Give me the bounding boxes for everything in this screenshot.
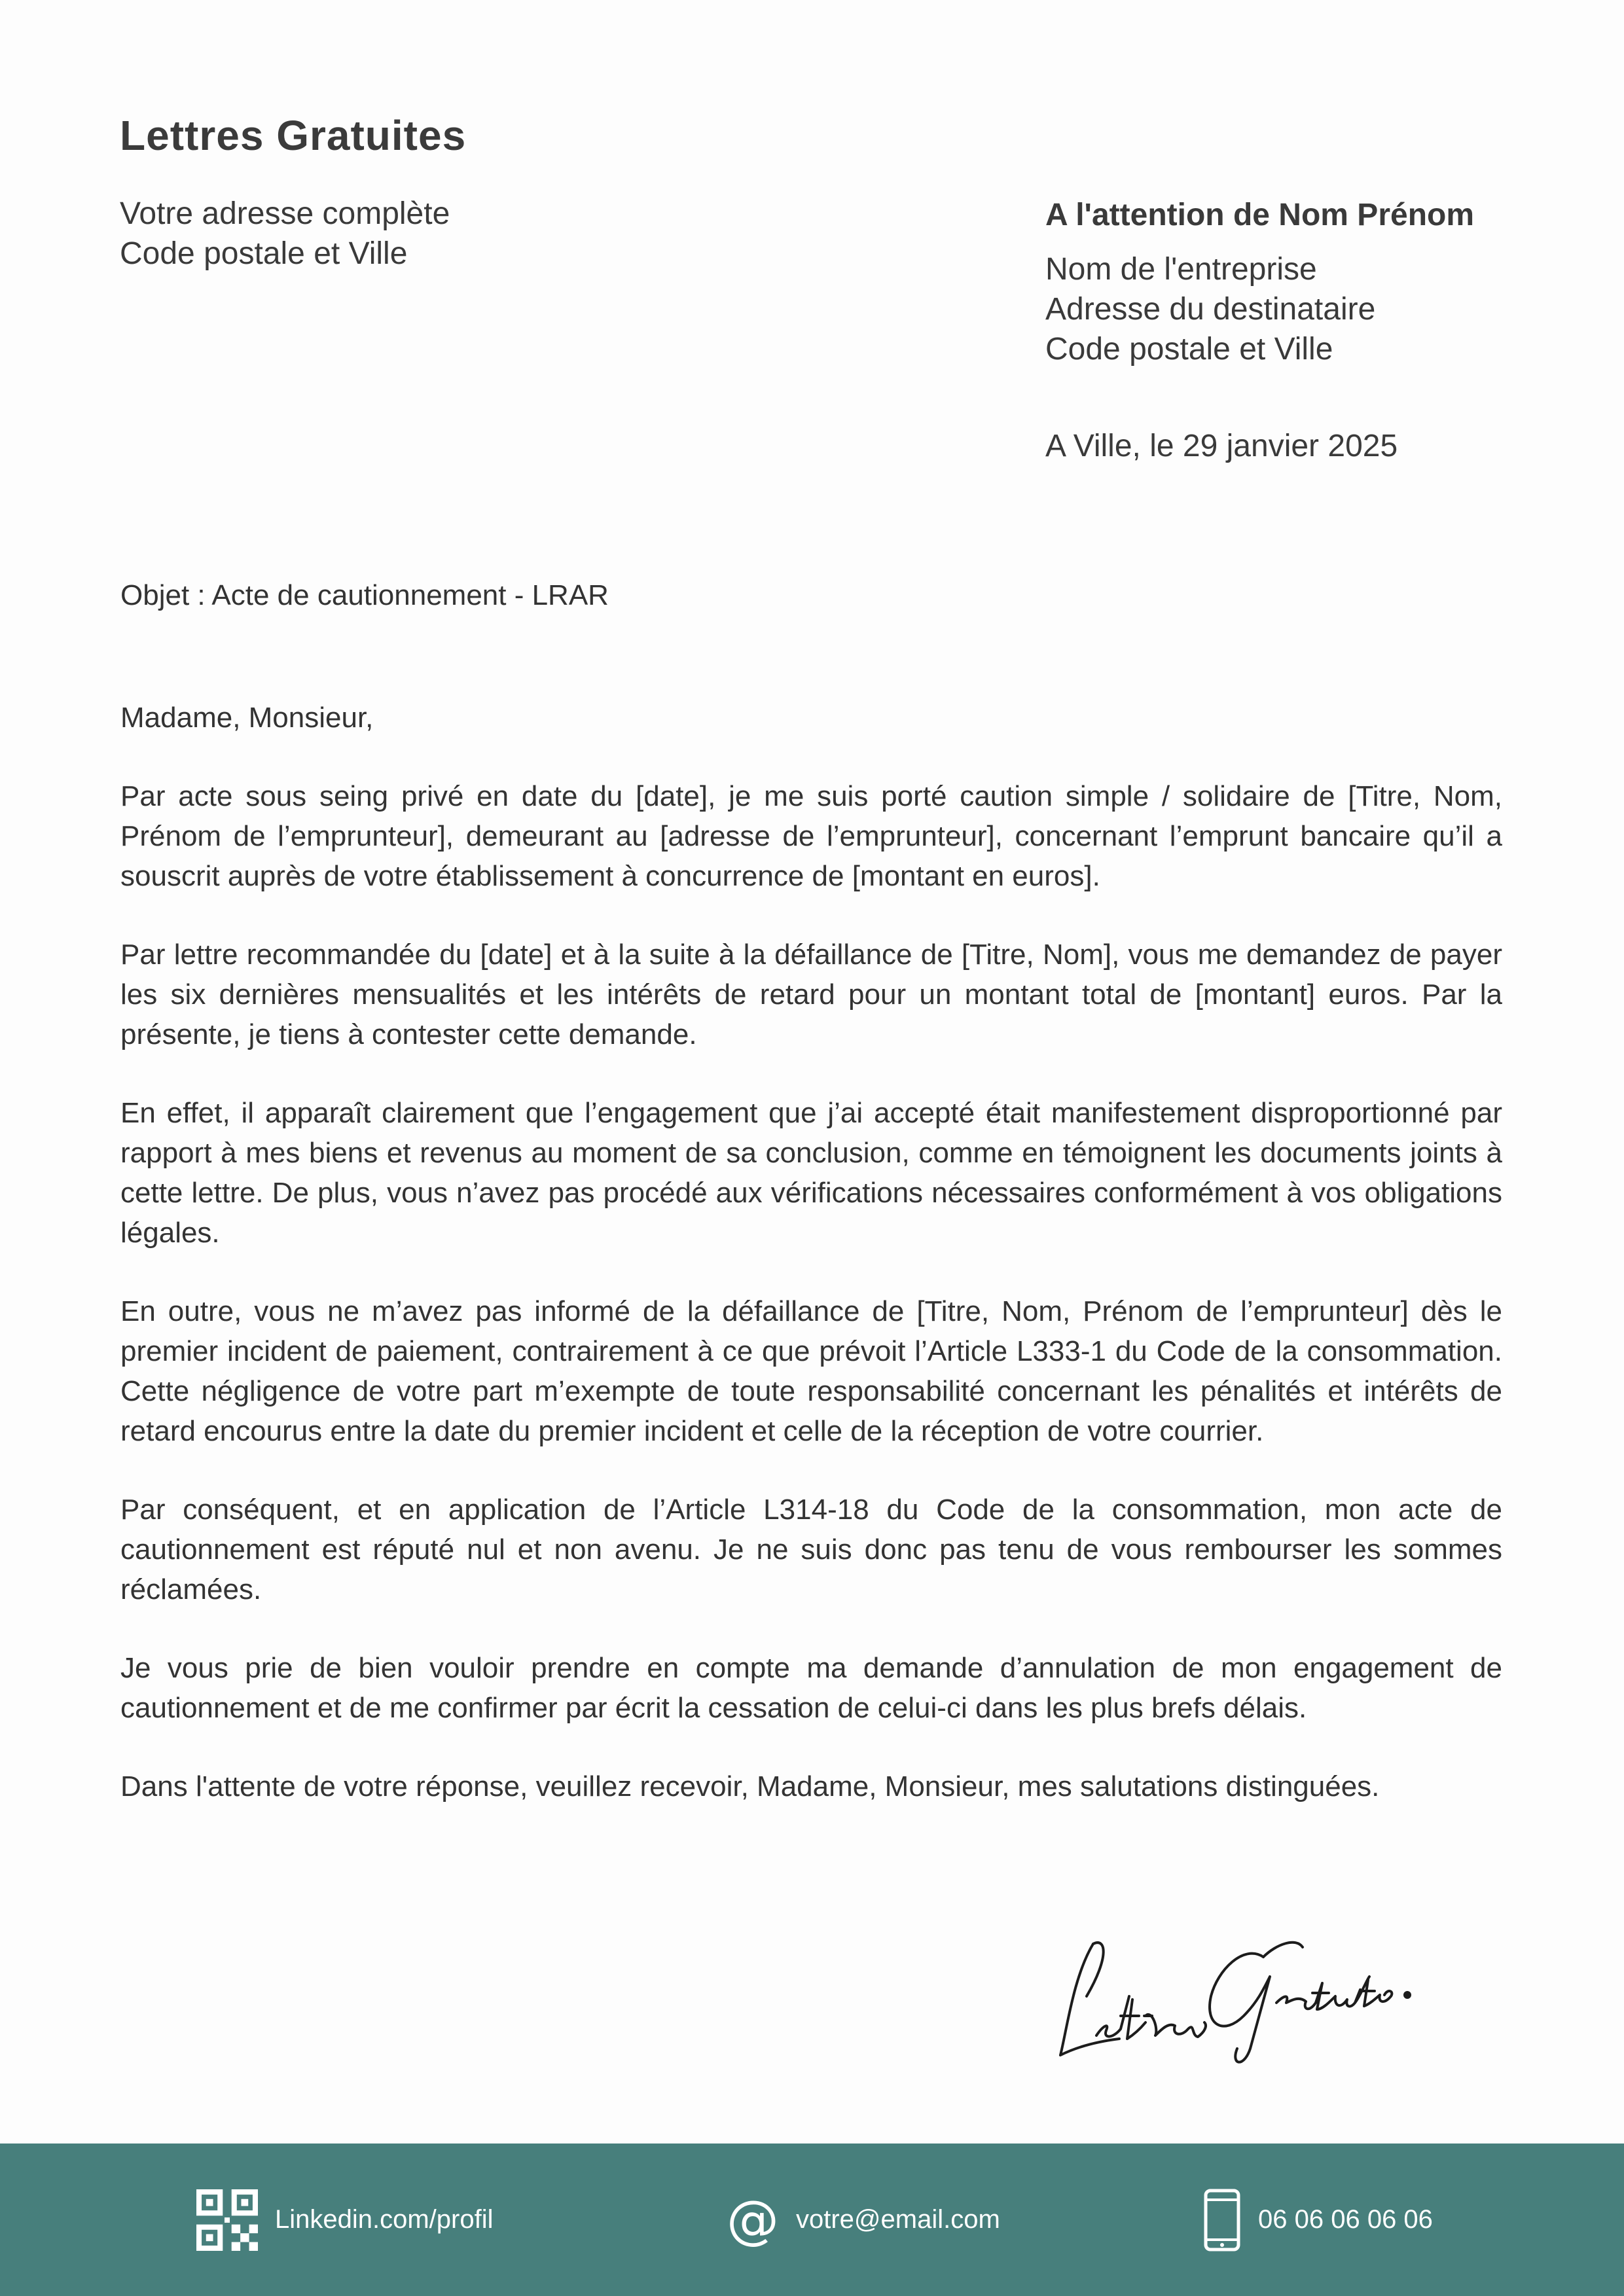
paragraph: En effet, il apparaît clairement que l’engagement que j’ai accepté était manifestement disproportionné par rapport à mes biens et revenus au moment de sa conclusion, comme en témoignent les documents joints à cette lettre. De plus, vous n’avez pas procédé aux vérifications nécessaires conformément à vos obligations légales.: [120, 1097, 1502, 1249]
sender-address: [120, 194, 450, 274]
at-icon: @: [727, 2189, 779, 2250]
signature-icon: [1047, 1918, 1440, 2075]
recipient-city: Code postale et Ville: [1045, 332, 1333, 367]
sender-address-line2: Code postale et Ville: [120, 236, 408, 271]
recipient-address: Adresse du destinataire: [1045, 292, 1376, 327]
handwritten-signature: [1047, 1918, 1440, 2075]
letter-body: [120, 698, 1502, 1845]
phone-number[interactable]: 06 06 06 06 06: [1258, 2205, 1433, 2234]
subject-line: Objet : Acte de cautionnement - LRAR: [120, 579, 609, 611]
qr-code-icon: [196, 2189, 258, 2251]
paragraph: Par conséquent, et en application de l’Article L314-18 du Code de la consommation, mon acte de cautionnement est réputé nul et non avenu. Je ne suis donc pas tenu de vous rembourser les sommes réclamées.: [120, 1494, 1502, 1605]
paragraph: En outre, vous ne m’avez pas informé de la défaillance de [Titre, Nom, Prénom de l’emprunteur] dès le premier incident de paiement, contrairement à ce que prévoit l’Article L333-1 du Code de la consommation. Cette négligence de votre part m’exempte de toute responsabilité concernant les pénalités et intérêts de retard encourus entre la date du premier incident et celle de la réception de votre courrier.: [120, 1295, 1502, 1447]
recipient-company: Nom de l'entreprise: [1045, 252, 1317, 287]
email-link[interactable]: votre@email.com: [796, 2205, 1000, 2234]
date-line: A Ville, le 29 janvier 2025: [1045, 429, 1398, 463]
paragraph: Par lettre recommandée du [date] et à la suite à la défaillance de [Titre, Nom], vous me demandez de payer les six dernières mensualités et les intérêts de retard pour un montant total de [montant] euros. Par la présente, je tiens à contester cette demande.: [120, 939, 1502, 1050]
phone-icon: [1203, 2189, 1241, 2251]
footer-bar: [0, 2144, 1624, 2296]
recipient-attention: A l'attention de Nom Prénom: [1045, 198, 1475, 232]
brand-title: Lettres Gratuites: [120, 112, 467, 159]
footer-email[interactable]: [727, 2144, 1000, 2296]
paragraph: Par acte sous seing privé en date du [date], je me suis porté caution simple / solidaire de [Titre, Nom, Prénom de l’emprunteur], demeurant au [adresse de l’emprunteur], concernant l’emprunt bancaire qu’il a souscrit auprès de votre établissement à concurrence de [montant en euros].: [120, 780, 1502, 892]
linkedin-link[interactable]: Linkedin.com/profil: [275, 2205, 494, 2234]
recipient-block: [1045, 195, 1474, 369]
footer-phone[interactable]: [1203, 2144, 1433, 2296]
sender-address-line1: Votre adresse complète: [120, 196, 450, 231]
closing-paragraph: Dans l'attente de votre réponse, veuillez recevoir, Madame, Monsieur, mes salutations distinguées.: [120, 1770, 1380, 1803]
salutation: Madame, Monsieur,: [120, 702, 374, 734]
footer-linkedin[interactable]: [196, 2144, 494, 2296]
paragraph: Je vous prie de bien vouloir prendre en compte ma demande d’annulation de mon engagement de cautionnement et de me confirmer par écrit la cessation de celui-ci dans les plus brefs délais.: [120, 1652, 1502, 1724]
